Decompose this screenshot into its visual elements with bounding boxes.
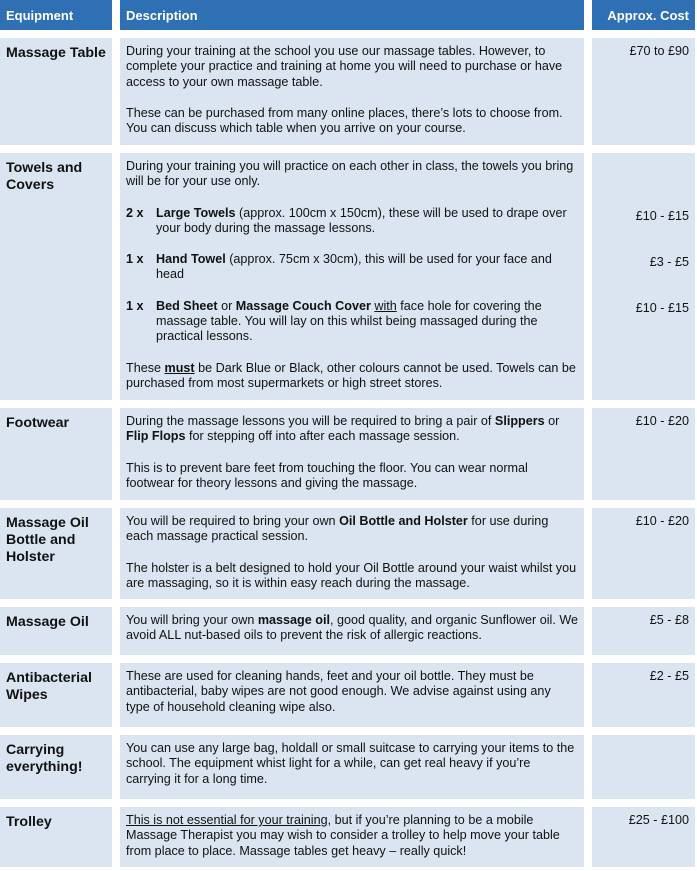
text: for use during each massage practical session. [126, 514, 549, 544]
cost: £5 - £8 [592, 607, 695, 655]
equipment-name: Carrying everything! [0, 735, 112, 799]
item-name-alt: Massage Couch Cover [235, 298, 371, 313]
description-paragraph [126, 361, 578, 392]
table-row [0, 408, 697, 500]
description-paragraph: During your training at the school you use our massage tables. However, to complete your practice and training at home you will need to purchase or have access to your own massage table. [126, 44, 563, 89]
emphasis-must: must [164, 360, 195, 375]
item-connector: or [217, 298, 236, 313]
equipment-name: Massage Oil Bottle and Holster [0, 508, 112, 599]
equipment-name: Massage Table [0, 38, 112, 145]
table-row [0, 38, 697, 145]
description-paragraph: You can use any large bag, holdall or small suitcase to carrying your items to the school. The equipment whist light for a while, can get real heavy if you’re carrying it for a long time. [126, 741, 575, 786]
cost: £25 - £100 [592, 807, 695, 867]
text: You will be required to bring your own [126, 514, 340, 528]
item-text: (approx. 100cm x 150cm), these will be used to drape over your body during the massage lessons. [156, 205, 567, 235]
bold-text: Slippers [494, 414, 545, 428]
table-row [0, 735, 697, 799]
header-cost: Approx. Cost [592, 0, 695, 30]
cost [592, 153, 695, 400]
description [120, 663, 584, 727]
description-paragraph: These are used for cleaning hands, feet and your oil bottle. They must be antibacterial, baby wipes are not good enough. We advise against using any type of household cleaning wipe also. [126, 669, 551, 714]
bold-text: Oil Bottle and Holster [339, 514, 468, 528]
bold-text: massage oil [257, 613, 330, 627]
item-text: face hole for covering the massage table. You will lay on this whilst being massaged during the practical lessons. [156, 298, 542, 344]
item-quantity: 1 x [126, 252, 144, 267]
item-quantity: 1 x [126, 298, 144, 313]
table-row [0, 607, 697, 655]
header-description: Description [120, 0, 584, 30]
equipment-name: Footwear [0, 408, 112, 500]
item-cost: £10 - £15 [635, 301, 689, 315]
cost: £70 to £90 [592, 38, 695, 145]
table-header [0, 0, 697, 30]
item-text: (approx. 75cm x 30cm), this will be used for your face and head [156, 252, 552, 282]
description-paragraph [126, 613, 578, 644]
cost: £10 - £20 [592, 408, 695, 500]
text: During the massage lessons you will be required to bring a pair of [126, 414, 495, 428]
table-row [0, 508, 697, 599]
list-item [126, 299, 578, 345]
list-item [126, 206, 578, 237]
list-item [126, 252, 578, 283]
text: , but if you’re planning to be a mobile Massage Therapist you may wish to consider a trolley to help move your table from place to place. Massage tables get heavy – really quick! [126, 813, 560, 858]
item-name: Large Towels [156, 205, 236, 220]
text: You will bring your own [126, 613, 258, 627]
description-paragraph [126, 514, 578, 545]
cost: £2 - £5 [592, 663, 695, 727]
item-cost: £3 - £5 [649, 255, 689, 269]
equipment-name: Massage Oil [0, 607, 112, 655]
equipment-name: Towels and Covers [0, 153, 112, 400]
table-row [0, 153, 697, 400]
description [120, 807, 584, 867]
equipment-name: Antibacterial Wipes [0, 663, 112, 727]
description-paragraph: This is to prevent bare feet from touching the floor. You can wear normal footwear for theory lessons and giving the massage. [126, 460, 528, 490]
description-paragraph: During your training you will practice on each other in class, the towels you bring will be for your use only. [126, 159, 574, 189]
description [120, 508, 584, 599]
item-emphasis: with [374, 298, 397, 313]
item-name: Hand Towel [156, 252, 226, 267]
description-paragraph [126, 813, 578, 859]
cost: £10 - £20 [592, 508, 695, 599]
description [120, 408, 584, 500]
item-quantity: 2 x [126, 205, 144, 220]
item-name: Bed Sheet [156, 298, 218, 313]
text: or [544, 414, 560, 428]
description-paragraph [126, 414, 578, 445]
text: , good quality, and organic Sunflower oil. We avoid ALL nut-based oils to prevent the risk of allergic reactions. [126, 613, 579, 643]
item-cost: £10 - £15 [635, 209, 689, 223]
description [120, 607, 584, 655]
underlined-text: This is not essential for your training [126, 813, 328, 827]
text: be Dark Blue or Black, other colours cannot be used. Towels can be purchased from most supermarkets or high street stores. [126, 360, 576, 390]
cost [592, 735, 695, 799]
equipment-name: Trolley [0, 807, 112, 867]
table-row [0, 807, 697, 867]
description-paragraph: The holster is a belt designed to hold your Oil Bottle around your waist whilst you are massaging, so it is within easy reach during the massage. [126, 560, 577, 590]
description [120, 38, 584, 145]
text: for stepping off into after each massage session. [185, 429, 460, 444]
header-equipment: Equipment [0, 0, 112, 30]
bold-text: Flip Flops [126, 429, 186, 444]
description [120, 735, 584, 799]
description [120, 153, 584, 400]
text: These [126, 360, 165, 375]
description-paragraph: These can be purchased from many online places, there’s lots to choose from. You can discuss which table when you arrive on your course. [126, 105, 563, 136]
table-row [0, 663, 697, 727]
